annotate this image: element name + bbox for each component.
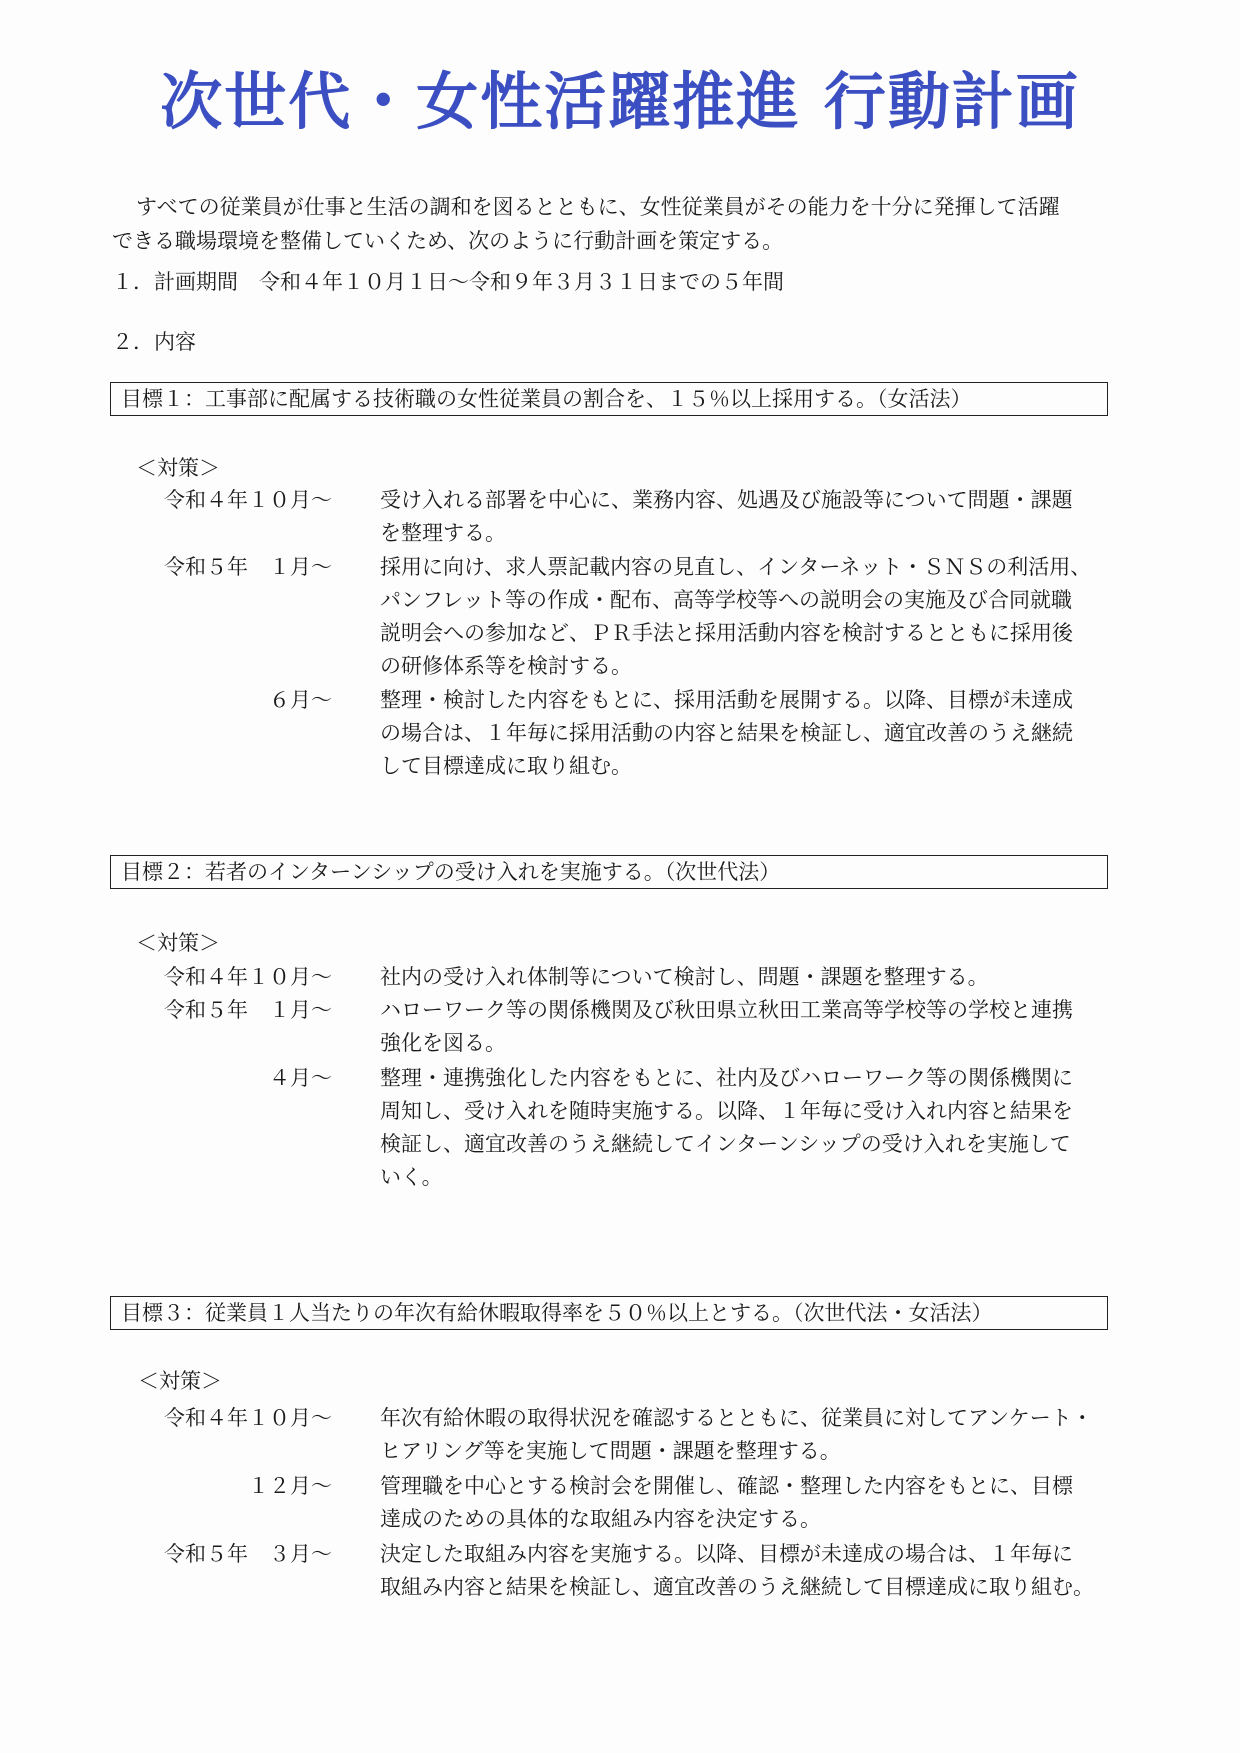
measure-text	[380, 1538, 1110, 1604]
measure-date: 令和５年 １月～	[164, 555, 332, 579]
goal-1-taisaku-label: ＜対策＞	[136, 456, 220, 480]
measure-text	[380, 551, 1110, 683]
measure-line: いく。	[380, 1165, 443, 1189]
measure-line: ハローワーク等の関係機関及び秋田県立秋田工業高等学校等の学校と連携	[380, 998, 1073, 1022]
intro-line-2: できる職場環境を整備していくため、次のように行動計画を策定する。	[112, 229, 784, 253]
goal-2-taisaku-label: ＜対策＞	[136, 931, 220, 955]
measure-line: 整理・連携強化した内容をもとに、社内及びハローワーク等の関係機関に	[380, 1066, 1073, 1090]
section-period: １．計画期間 令和４年１０月１日～令和９年３月３１日までの５年間	[112, 270, 784, 294]
measure-line: 社内の受け入れ体制等について検討し、問題・課題を整理する。	[380, 965, 989, 989]
measure-date: １２月～	[248, 1474, 332, 1498]
measure-text	[380, 961, 1110, 994]
measure-line: の場合は、１年毎に採用活動の内容と結果を検証し、適宜改善のうえ継続	[380, 721, 1073, 745]
measure-line: して目標達成に取り組む。	[380, 754, 632, 778]
measure-line: 管理職を中心とする検討会を開催し、確認・整理した内容をもとに、目標	[380, 1474, 1073, 1498]
section-content: ２．内容	[112, 330, 196, 354]
measure-line: 決定した取組み内容を実施する。以降、目標が未達成の場合は、１年毎に	[380, 1542, 1073, 1566]
measure-text	[380, 1062, 1110, 1194]
measure-date: 令和４年１０月～	[164, 965, 332, 989]
measure-text	[380, 994, 1110, 1060]
measure-text	[380, 1470, 1110, 1536]
measure-text	[380, 484, 1110, 550]
measure-text	[380, 684, 1110, 783]
measure-line: 説明会への参加など、ＰＲ手法と採用活動内容を検討するとともに採用後	[380, 621, 1073, 645]
page-title: 次世代・女性活躍推進 行動計画	[160, 65, 1080, 138]
measure-line: 年次有給休暇の取得状況を確認するとともに、従業員に対してアンケート・	[380, 1406, 1093, 1430]
measure-line: 達成のための具体的な取組み内容を決定する。	[380, 1507, 821, 1531]
measure-date: 令和５年 １月～	[164, 998, 332, 1022]
measure-text	[380, 1402, 1110, 1468]
measure-line: 検証し、適宜改善のうえ継続してインターンシップの受け入れを実施して	[380, 1132, 1071, 1156]
measure-line: の研修体系等を検討する。	[380, 654, 632, 678]
measure-line: ヒアリング等を実施して問題・課題を整理する。	[380, 1439, 841, 1463]
goal-1-heading: 目標１：工事部に配属する技術職の女性従業員の割合を、１５％以上採用する。（女活法）	[110, 382, 1108, 416]
measure-line: 周知し、受け入れを随時実施する。以降、１年毎に受け入れ内容と結果を	[380, 1099, 1073, 1123]
measure-date: ６月～	[269, 688, 332, 712]
measure-line: 採用に向け、求人票記載内容の見直し、インターネット・ＳＮＳの利活用、	[380, 555, 1092, 579]
measure-date: 令和５年 ３月～	[164, 1542, 332, 1566]
measure-line: 強化を図る。	[380, 1031, 506, 1055]
measure-line: パンフレット等の作成・配布、高等学校等への説明会の実施及び合同就職	[380, 588, 1072, 612]
measure-date: 令和４年１０月～	[164, 1406, 332, 1430]
intro-paragraph	[112, 190, 1112, 258]
goal-3-taisaku-label: ＜対策＞	[138, 1369, 222, 1393]
measure-line: 整理・検討した内容をもとに、採用活動を展開する。以降、目標が未達成	[380, 688, 1073, 712]
measure-line: 取組み内容と結果を検証し、適宜改善のうえ継続して目標達成に取り組む。	[380, 1575, 1094, 1599]
measure-line: を整理する。	[380, 521, 506, 545]
goal-2-heading: 目標２：若者のインターンシップの受け入れを実施する。（次世代法）	[110, 855, 1108, 889]
intro-line-1: すべての従業員が仕事と生活の調和を図るとともに、女性従業員がその能力を十分に発揮して活躍	[136, 195, 1060, 219]
measure-date: 令和４年１０月～	[164, 488, 332, 512]
goal-3-heading: 目標３：従業員１人当たりの年次有給休暇取得率を５０％以上とする。（次世代法・女活法）	[110, 1296, 1108, 1330]
measure-line: 受け入れる部署を中心に、業務内容、処遇及び施設等について問題・課題	[380, 488, 1073, 512]
measure-date: ４月～	[269, 1066, 332, 1090]
